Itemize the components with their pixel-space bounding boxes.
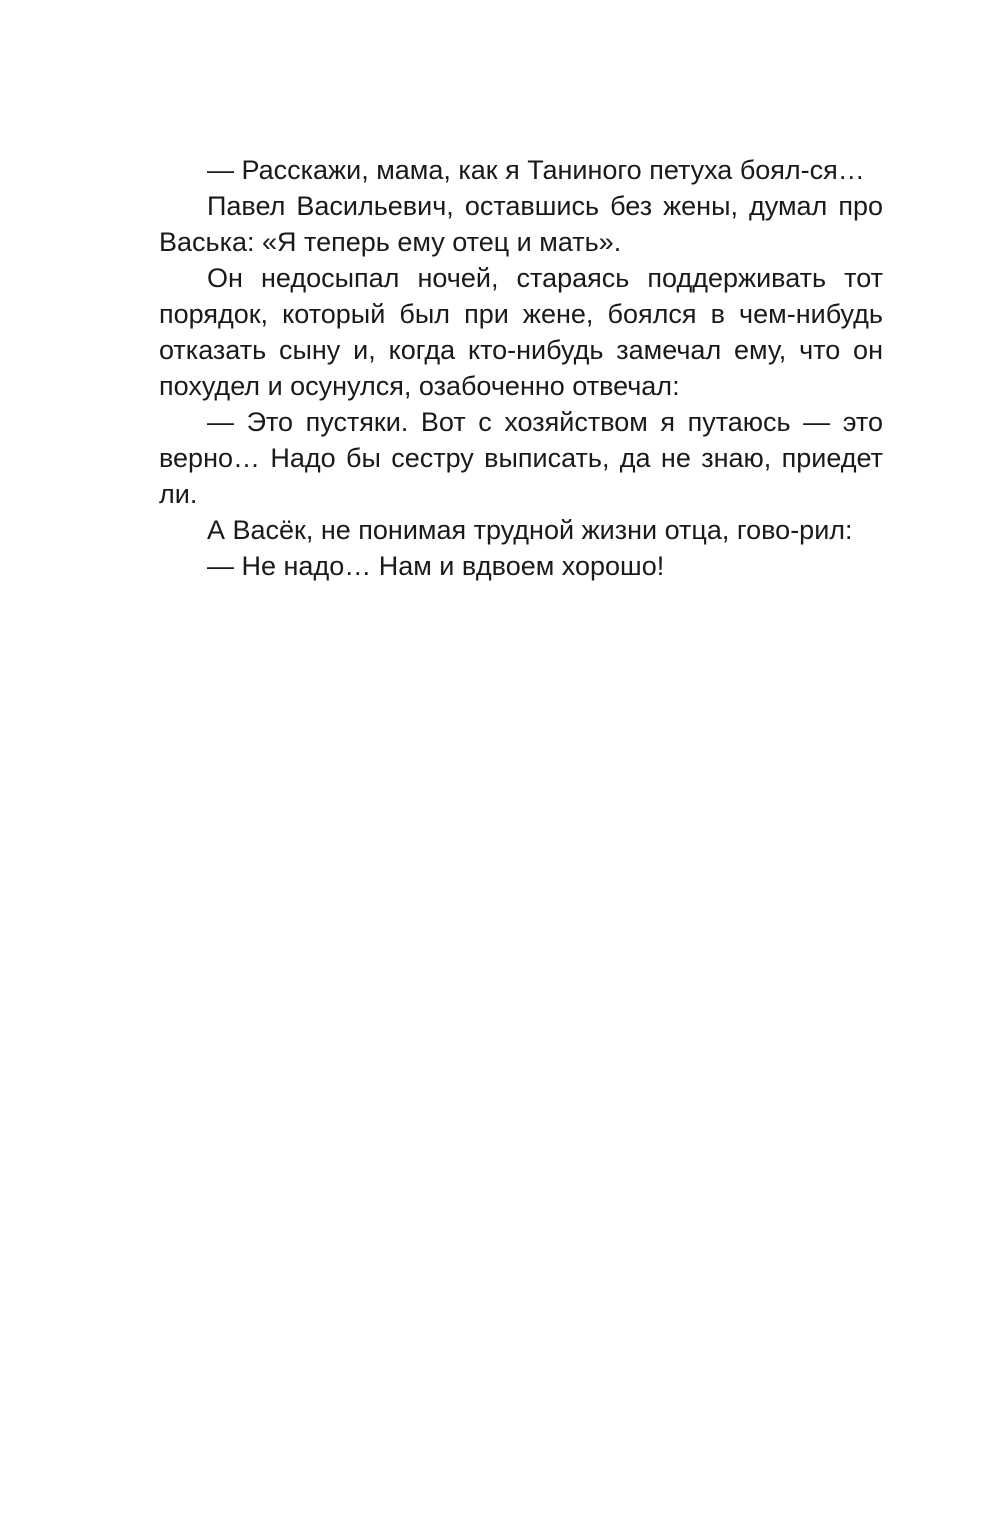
paragraph-1: — Расскажи, мама, как я Таниного петуха боял-ся… [207,155,865,185]
body-text [159,152,883,584]
paragraph-3: Он недосыпал ночей, стараясь поддерживать тот порядок, который был при жене, боялся в чем-нибудь отказать сыну и, когда кто-нибудь замечал ему, что он похудел и осунулся, озабоченно отвечал: [159,263,883,401]
paragraph-5: А Васёк, не понимая трудной жизни отца, гово-рил: [207,515,853,545]
paragraph-6: — Не надо… Нам и вдвоем хорошо! [207,551,665,581]
paragraph-2: Павел Васильевич, оставшись без жены, думал про Васька: «Я теперь ему отец и мать». [159,191,883,257]
paragraph-4: — Это пустяки. Вот с хозяйством я путаюсь — это верно… Надо бы сестру выписать, да не знаю, приедет ли. [159,407,883,509]
